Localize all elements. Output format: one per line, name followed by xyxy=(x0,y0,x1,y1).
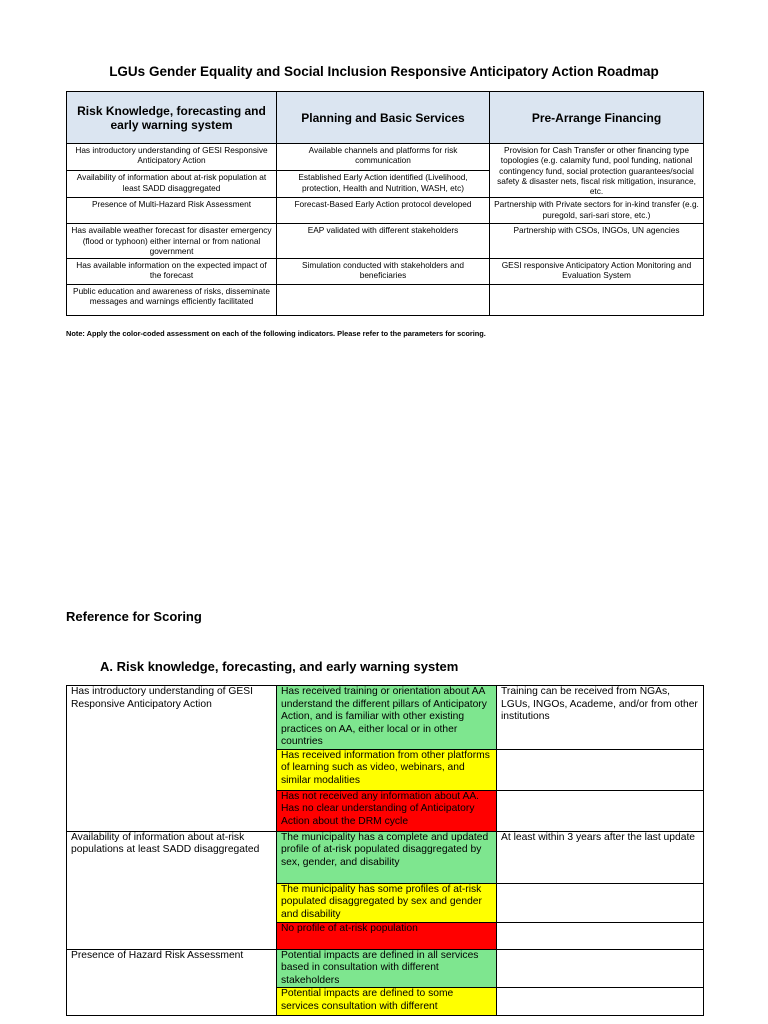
remarks-cell xyxy=(497,749,704,790)
table-row xyxy=(67,686,704,750)
table-row xyxy=(67,949,704,988)
green-criteria-cell: The municipality has a complete and updated profile of at-risk populated disaggregated by sex, gender, and disability xyxy=(277,831,497,883)
section-a-title: Risk knowledge, forecasting, and early warning system xyxy=(116,659,459,674)
scoring-note: Note: Apply the color-coded assessment on each of the following indicators. Please refer to the parameters for scoring. xyxy=(66,329,486,338)
table-cell: Presence of Multi-Hazard Risk Assessment xyxy=(67,198,277,224)
roadmap-table xyxy=(66,91,704,316)
section-a-heading xyxy=(100,659,458,674)
table-cell: Availability of information about at-risk population at least SADD disaggregated xyxy=(67,171,277,198)
table-row xyxy=(67,224,704,258)
green-criteria-cell: Potential impacts are defined in all services based in consultation with different stakeholders xyxy=(277,949,497,988)
remarks-cell xyxy=(497,949,704,988)
table-cell: Public education and awareness of risks, disseminate messages and warnings efficiently facilitated xyxy=(67,284,277,315)
table-row xyxy=(67,284,704,315)
remarks-cell xyxy=(497,790,704,831)
table-cell: GESI responsive Anticipatory Action Monitoring and Evaluation System xyxy=(490,258,704,284)
roadmap-header-row xyxy=(67,92,704,144)
remarks-cell xyxy=(497,988,704,1016)
table-cell: Available channels and platforms for risk communication xyxy=(277,144,490,171)
table-cell xyxy=(277,284,490,315)
scoring-table xyxy=(66,685,704,1016)
yellow-criteria-cell: Has received information from other platforms of learning such as video, webinars, and similar modalities xyxy=(277,749,497,790)
table-cell: Forecast-Based Early Action protocol developed xyxy=(277,198,490,224)
table-cell: Established Early Action identified (Livelihood, protection, Health and Nutrition, WASH, etc) xyxy=(277,171,490,198)
table-cell: Partnership with Private sectors for in-kind transfer (e.g. puregold, sari-sari store, etc.) xyxy=(490,198,704,224)
red-criteria-cell: No profile of at-risk population xyxy=(277,922,497,949)
table-cell: EAP validated with different stakeholders xyxy=(277,224,490,258)
table-cell: Simulation conducted with stakeholders and beneficiaries xyxy=(277,258,490,284)
table-row xyxy=(67,831,704,883)
table-cell: Has available information on the expected impact of the forecast xyxy=(67,258,277,284)
table-cell xyxy=(490,284,704,315)
table-row xyxy=(67,258,704,284)
table-cell: Provision for Cash Transfer or other financing type topologies (e.g. calamity fund, pool funding, national contingency fund, social protection guarantees/social safety & disaster nets, fiscal risk mitigation, insurance, etc. xyxy=(490,144,704,198)
green-criteria-cell: Has received training or orientation about AA understand the different pillars of Anticipatory Action, and is familiar with other existing practices on AA, either local or in other countries xyxy=(277,686,497,750)
document-title: LGUs Gender Equality and Social Inclusion Responsive Anticipatory Action Roadmap xyxy=(109,64,659,79)
reference-heading: Reference for Scoring xyxy=(66,609,202,624)
table-row xyxy=(67,198,704,224)
remarks-cell: Training can be received from NGAs, LGUs, INGOs, Academe, and/or from other institutions xyxy=(497,686,704,750)
indicator-cell: Availability of information about at-risk populations at least SADD disaggregated xyxy=(67,831,277,949)
table-cell: Has available weather forecast for disaster emergency (flood or typhoon) either internal or from national government xyxy=(67,224,277,258)
roadmap-header-planning: Planning and Basic Services xyxy=(277,92,490,144)
remarks-cell xyxy=(497,883,704,922)
table-row xyxy=(67,144,704,171)
section-a-letter: A. xyxy=(100,659,113,674)
yellow-criteria-cell: Potential impacts are defined to some services consultation with different xyxy=(277,988,497,1016)
yellow-criteria-cell: The municipality has some profiles of at-risk populated disaggregated by sex and gender and disability xyxy=(277,883,497,922)
remarks-cell: At least within 3 years after the last update xyxy=(497,831,704,883)
table-cell: Partnership with CSOs, INGOs, UN agencies xyxy=(490,224,704,258)
red-criteria-cell: Has not received any information about AA. Has no clear understanding of Anticipatory Action about the DRM cycle xyxy=(277,790,497,831)
roadmap-header-financing: Pre-Arrange Financing xyxy=(490,92,704,144)
table-cell: Has introductory understanding of GESI Responsive Anticipatory Action xyxy=(67,144,277,171)
indicator-cell: Presence of Hazard Risk Assessment xyxy=(67,949,277,1016)
roadmap-header-risk-knowledge: Risk Knowledge, forecasting and early warning system xyxy=(67,92,277,144)
indicator-cell: Has introductory understanding of GESI Responsive Anticipatory Action xyxy=(67,686,277,832)
remarks-cell xyxy=(497,922,704,949)
